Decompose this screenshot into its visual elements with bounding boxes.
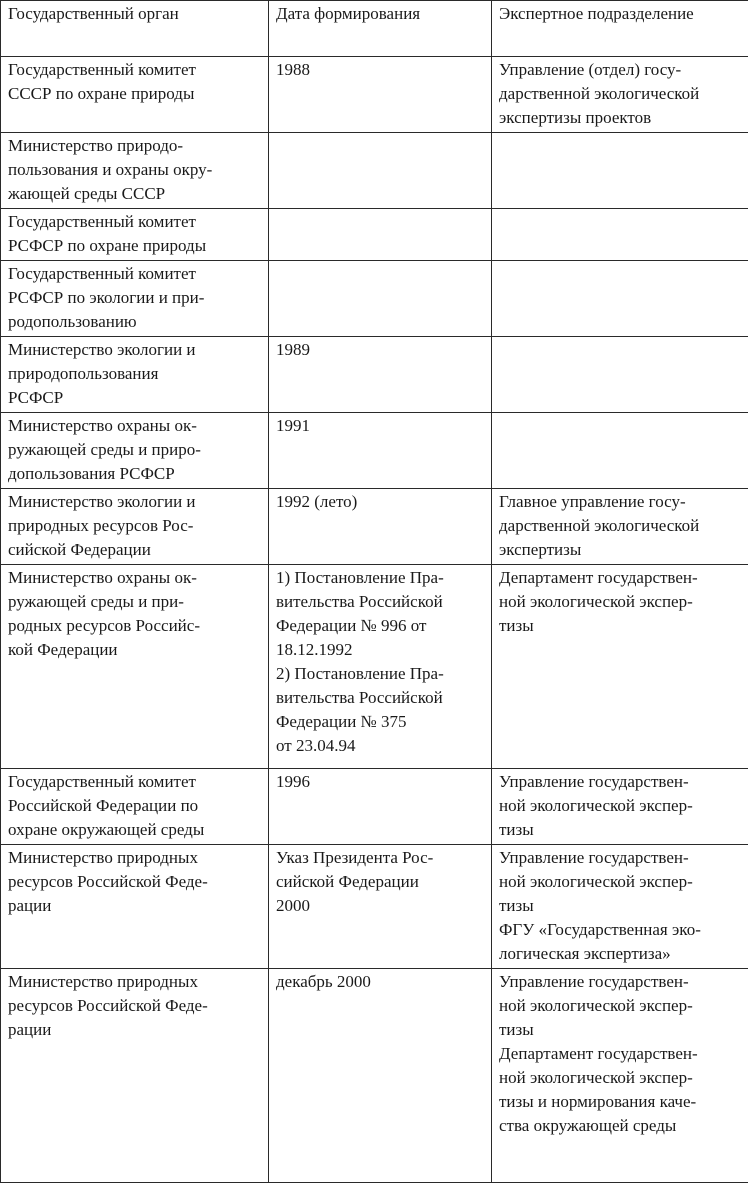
- cell-line: допользования РСФСР: [8, 462, 263, 486]
- table-row: [1, 413, 748, 489]
- cell-line: 1) Постановление Пра-: [276, 566, 486, 590]
- table-row: [1, 133, 748, 209]
- cell-line: ресурсов Российской Феде-: [8, 994, 263, 1018]
- cell-line: Российской Федерации по: [8, 794, 263, 818]
- cell-line: ружающей среды и при-: [8, 590, 263, 614]
- cell-line: рации: [8, 1018, 263, 1042]
- cell-line: тизы: [499, 1018, 743, 1042]
- cell-line: 1992 (лето): [276, 490, 486, 514]
- table-row: [1, 261, 748, 337]
- cell-date: [269, 209, 492, 261]
- cell-date: [269, 133, 492, 209]
- table-row: [1, 565, 748, 769]
- cell-line: природных ресурсов Рос-: [8, 514, 263, 538]
- cell-line: Министерство природных: [8, 970, 263, 994]
- cell-line: вительства Российской: [276, 686, 486, 710]
- cell-line: Управление (отдел) госу-: [499, 58, 743, 82]
- cell-line: Управление государствен-: [499, 770, 743, 794]
- cell-organ: [1, 57, 269, 133]
- cell-date: [269, 769, 492, 845]
- cell-line: кой Федерации: [8, 638, 263, 662]
- cell-unit: [492, 845, 748, 969]
- cell-line: рации: [8, 894, 263, 918]
- cell-line: Министерство природных: [8, 846, 263, 870]
- cell-date: [269, 489, 492, 565]
- cell-line: природопользования: [8, 362, 263, 386]
- cell-line: дарственной экологической: [499, 82, 743, 106]
- table-row: [1, 969, 748, 1183]
- cell-line: Государственный комитет: [8, 210, 263, 234]
- cell-line: от 23.04.94: [276, 734, 486, 758]
- cell-line: Главное управление госу-: [499, 490, 743, 514]
- cell-organ: [1, 133, 269, 209]
- cell-line: ной экологической экспер-: [499, 590, 743, 614]
- cell-line: Министерство экологии и: [8, 338, 263, 362]
- cell-line: 1989: [276, 338, 486, 362]
- cell-line: СССР по охране природы: [8, 82, 263, 106]
- cell-line: ной экологической экспер-: [499, 994, 743, 1018]
- cell-line: родных ресурсов Российс-: [8, 614, 263, 638]
- cell-line: 18.12.1992: [276, 638, 486, 662]
- cell-organ: [1, 565, 269, 769]
- cell-line: декабрь 2000: [276, 970, 486, 994]
- header-unit: Экспертное подразделение: [492, 1, 748, 57]
- cell-line: Министерство охраны ок-: [8, 414, 263, 438]
- cell-line: Министерство экологии и: [8, 490, 263, 514]
- header-organ: Государственный орган: [1, 1, 269, 57]
- cell-unit: [492, 209, 748, 261]
- cell-line: пользования и охраны окру-: [8, 158, 263, 182]
- cell-line: ной экологической экспер-: [499, 794, 743, 818]
- cell-line: Управление государствен-: [499, 846, 743, 870]
- cell-line: Государственный комитет: [8, 770, 263, 794]
- cell-organ: [1, 769, 269, 845]
- cell-line: 2000: [276, 894, 486, 918]
- cell-line: РСФСР: [8, 386, 263, 410]
- cell-organ: [1, 261, 269, 337]
- table-row: [1, 57, 748, 133]
- cell-line: ной экологической экспер-: [499, 1066, 743, 1090]
- cell-date: [269, 337, 492, 413]
- cell-line: экспертизы проектов: [499, 106, 743, 130]
- cell-unit: [492, 261, 748, 337]
- cell-organ: [1, 413, 269, 489]
- cell-line: жающей среды СССР: [8, 182, 263, 206]
- cell-line: дарственной экологической: [499, 514, 743, 538]
- cell-unit: [492, 133, 748, 209]
- cell-line: охране окружающей среды: [8, 818, 263, 842]
- table-row: [1, 209, 748, 261]
- cell-line: Министерство охраны ок-: [8, 566, 263, 590]
- cell-organ: [1, 969, 269, 1183]
- table-row: [1, 489, 748, 565]
- cell-date: [269, 261, 492, 337]
- cell-line: Федерации № 375: [276, 710, 486, 734]
- table-row: [1, 337, 748, 413]
- cell-unit: [492, 57, 748, 133]
- header-date: Дата формирования: [269, 1, 492, 57]
- cell-organ: [1, 337, 269, 413]
- cell-line: ной экологической экспер-: [499, 870, 743, 894]
- cell-line: Указ Президента Рос-: [276, 846, 486, 870]
- cell-line: 1996: [276, 770, 486, 794]
- cell-unit: [492, 969, 748, 1183]
- cell-organ: [1, 489, 269, 565]
- cell-line: ФГУ «Государственная эко-: [499, 918, 743, 942]
- cell-unit: [492, 337, 748, 413]
- cell-line: тизы и нормирования каче-: [499, 1090, 743, 1114]
- cell-date: [269, 969, 492, 1183]
- cell-line: тизы: [499, 614, 743, 638]
- cell-organ: [1, 209, 269, 261]
- cell-line: Управление государствен-: [499, 970, 743, 994]
- cell-line: сийской Федерации: [8, 538, 263, 562]
- cell-line: сийской Федерации: [276, 870, 486, 894]
- cell-line: РСФСР по экологии и при-: [8, 286, 263, 310]
- cell-line: 1991: [276, 414, 486, 438]
- cell-line: 1988: [276, 58, 486, 82]
- cell-line: Государственный комитет: [8, 58, 263, 82]
- cell-line: РСФСР по охране природы: [8, 234, 263, 258]
- cell-line: Федерации № 996 от: [276, 614, 486, 638]
- header-row: [1, 1, 748, 57]
- cell-line: вительства Российской: [276, 590, 486, 614]
- cell-line: ружающей среды и приро-: [8, 438, 263, 462]
- cell-date: [269, 845, 492, 969]
- cell-line: Государственный комитет: [8, 262, 263, 286]
- cell-line: Департамент государствен-: [499, 566, 743, 590]
- cell-line: Министерство природо-: [8, 134, 263, 158]
- cell-line: 2) Постановление Пра-: [276, 662, 486, 686]
- cell-line: родопользованию: [8, 310, 263, 334]
- table-row: [1, 845, 748, 969]
- cell-date: [269, 57, 492, 133]
- cell-line: Департамент государствен-: [499, 1042, 743, 1066]
- cell-unit: [492, 413, 748, 489]
- cell-unit: [492, 565, 748, 769]
- cell-unit: [492, 769, 748, 845]
- cell-line: тизы: [499, 894, 743, 918]
- cell-line: ства окружающей среды: [499, 1114, 743, 1138]
- table-row: [1, 769, 748, 845]
- cell-unit: [492, 489, 748, 565]
- cell-line: ресурсов Российской Феде-: [8, 870, 263, 894]
- cell-line: экспертизы: [499, 538, 743, 562]
- cell-line: тизы: [499, 818, 743, 842]
- table-body: [1, 57, 748, 1183]
- cell-organ: [1, 845, 269, 969]
- cell-date: [269, 565, 492, 769]
- cell-line: логическая экспертиза»: [499, 942, 743, 966]
- cell-date: [269, 413, 492, 489]
